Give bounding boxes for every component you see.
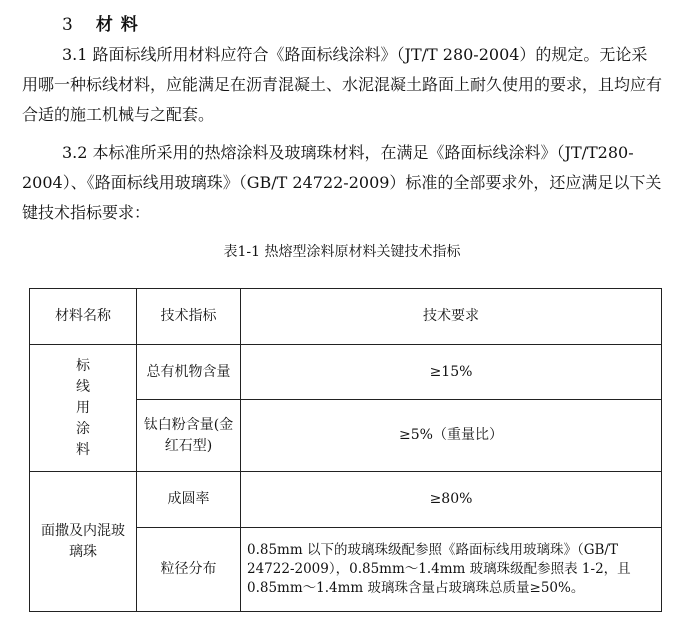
- group1-name-char: 标: [76, 357, 90, 374]
- paragraph-3-1: 3.1 路面标线所用材料应符合《路面标线涂料》（JT/T 280-2004）的规定。无论采用哪一种标线材料，应能满足在沥青混凝土、水泥混凝土路面上耐久使用的要求，且均应有合适的施工机械与之配套。: [22, 45, 663, 124]
- section-number: 3: [62, 15, 74, 35]
- indicator-cell: 成圆率: [137, 472, 241, 528]
- indicator-cell: 钛白粉含量(金红石型): [137, 400, 241, 472]
- indicator-cell: 总有机物含量: [137, 345, 241, 400]
- table-row: [30, 472, 662, 528]
- indicator-cell: 粒径分布: [137, 528, 241, 612]
- group1-name-char: 料: [76, 441, 90, 458]
- paragraph-3-2: 3.2 本标准所采用的热熔涂料及玻璃珠材料，在满足《路面标线涂料》（JT/T280-2004）、《路面标线用玻璃珠》（GB/T 24722-2009）标准的全部要求外，还应满足以下关键技术指标要求：: [22, 143, 662, 222]
- requirement-cell: ≥80%: [241, 472, 662, 528]
- section-title: 材 料: [95, 15, 139, 35]
- group1-name-char: 用: [76, 399, 90, 416]
- requirement-cell: ≥5%（重量比）: [241, 400, 662, 472]
- section-heading: [62, 10, 139, 35]
- header-indicator: 技术指标: [137, 289, 241, 345]
- table-caption: 表1-1 热熔型涂料原材料关键技术指标: [223, 244, 461, 260]
- requirement-cell: 0.85mm 以下的玻璃珠级配参照《路面标线用玻璃珠》（GB/T 24722-2009），0.85mm～1.4mm 玻璃珠级配参照表 1-2，且 0.85mm～1.4mm 玻璃珠含量占玻璃珠总质量≥50%。: [241, 528, 662, 612]
- spec-table: [29, 288, 662, 612]
- group1-name-char: 涂: [76, 420, 90, 437]
- group1-name-char: 线: [76, 378, 90, 395]
- header-requirement: 技术要求: [241, 289, 662, 345]
- group1-name: [30, 345, 137, 472]
- table-header-row: [30, 289, 662, 345]
- table-row: [30, 345, 662, 400]
- header-material-name: 材料名称: [30, 289, 137, 345]
- requirement-cell: ≥15%: [241, 345, 662, 400]
- group2-name: 面撒及内混玻璃珠: [30, 472, 137, 612]
